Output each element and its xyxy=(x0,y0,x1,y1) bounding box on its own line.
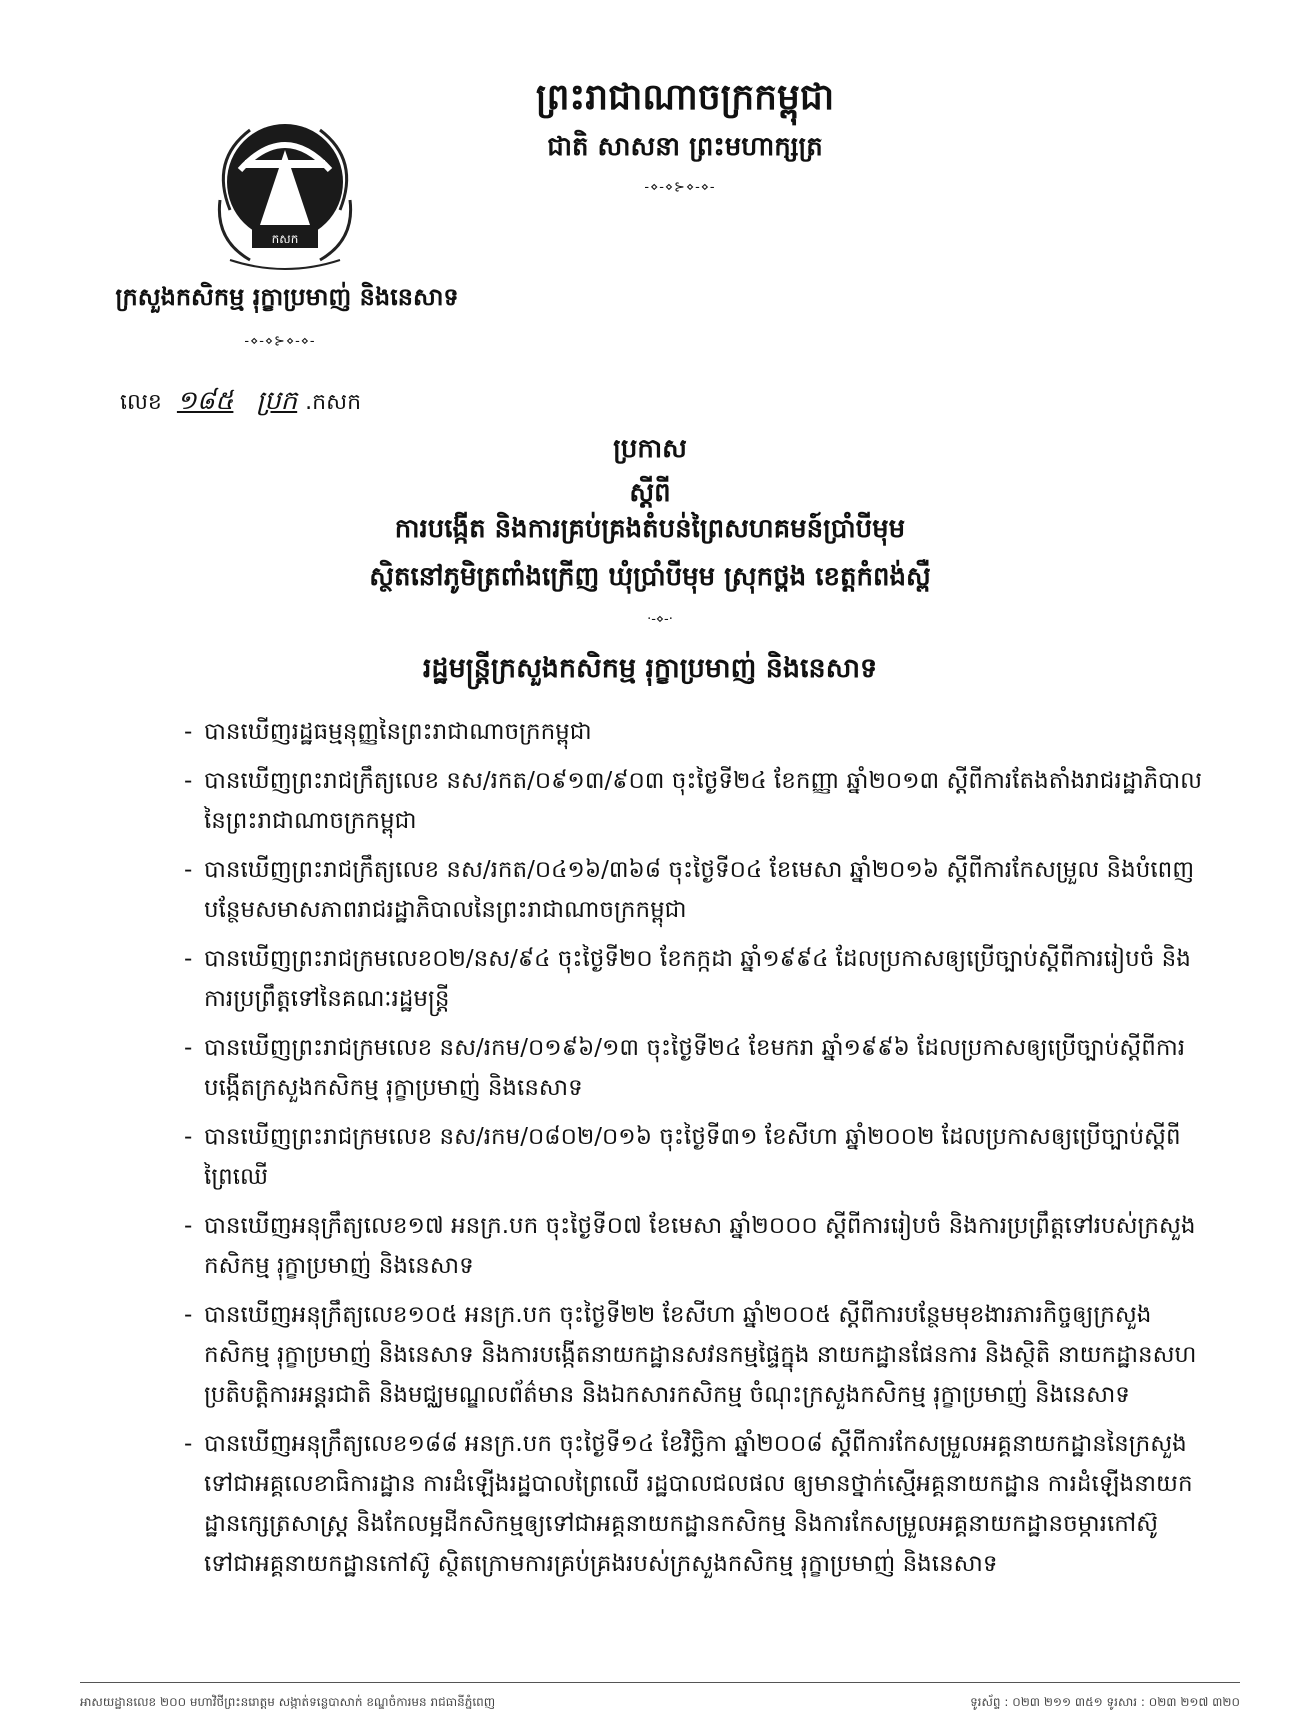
seal-text: កសក xyxy=(271,232,299,246)
consideration-item: - បានឃើញអនុក្រឹត្យលេខ១៨៨ អនក្រ.បក ចុះថ្ងៃទី១៤ ខែវិច្ឆិកា ឆ្នាំ២០០៨ ស្តីពីការកែសម្រួលអគ្គនាយកដ្ឋាននៃក្រសួងទៅជាអគ្គលេខាធិការដ្ឋាន ការដំឡើងរដ្ឋបាលព្រៃឈើ រដ្ឋបាលជលផល ឲ្យមានថ្នាក់ស្មើអគ្គនាយកដ្ឋាន ការដំឡើងនាយកដ្ឋានក្សេត្រសាស្ត្រ និងកែលម្អដីកសិកម្មឲ្យទៅជាអគ្គនាយកដ្ឋានកសិកម្ម និងការកែសម្រួលអគ្គនាយកដ្ឋានចម្ការកៅស៊ូទៅជាអគ្គនាយកដ្ឋានកៅស៊ូ ស្ថិតក្រោមការគ្រប់គ្រងរបស់ក្រសួងកសិកម្ម រុក្ខាប្រមាញ់ និងនេសាទ xyxy=(184,1424,1204,1584)
kingdom-heading: ព្រះរាជាណាចក្រកម្ពុជា xyxy=(535,77,835,118)
consideration-item: - បានឃើញព្រះរាជក្រមលេខ នស/រកម/០១៩៦/១៣ ចុះថ្ងៃទី២៤ ខែមករា ឆ្នាំ១៩៩៦ ដែលប្រកាសឲ្យប្រើច្បាប់ស្តីពីការបង្កើតក្រសួងកសិកម្ម រុក្ខាប្រមាញ់ និងនេសាទ xyxy=(184,1028,1204,1108)
reference-number xyxy=(120,384,361,422)
ministry-seal-emblem xyxy=(190,100,380,280)
reference-label: លេខ xyxy=(120,390,162,415)
title-separator: ·-⋄-· xyxy=(647,612,673,627)
consideration-item: - បានឃើញអនុក្រឹត្យលេខ១៧ អនក្រ.បក ចុះថ្ងៃទី០៧ ខែមេសា ឆ្នាំ២០០០ ស្តីពីការរៀបចំ និងការប្រព្រឹត្តទៅរបស់ក្រសួងកសិកម្ម រុក្ខាប្រមាញ់ និងនេសាទ xyxy=(184,1206,1204,1286)
considerations-list xyxy=(184,712,1204,1593)
footer-address: អាសយដ្ឋានលេខ ២០០ មហាវិថីព្រះនរោត្តម សង្កាត់ទន្លេបាសាក់ ខណ្ឌចំការមន រាជធានីភ្នំពេញ xyxy=(80,1695,496,1709)
subject-line-2: ស្ថិតនៅភូមិត្រពាំងក្រើញ ឃុំប្រាំបីមុម ស្រុកថ្ពង ខេត្តកំពង់ស្ពឺ xyxy=(369,562,931,592)
consideration-item: - បានឃើញព្រះរាជក្រមលេខ នស/រកម/០៨០២/០១៦ ចុះថ្ងៃទី៣១ ខែសីហា ឆ្នាំ២០០២ ដែលប្រកាសឲ្យប្រើច្បាប់ស្តីពីព្រៃឈើ xyxy=(184,1117,1204,1197)
consideration-item: - បានឃើញរដ្ឋធម្មនុញ្ញនៃព្រះរាជាណាចក្រកម្ពុជា xyxy=(184,712,1204,752)
ornament-divider: -⋄-⋄⊱⋄-⋄- xyxy=(644,180,716,195)
reference-handwritten-suffix: ប្រក xyxy=(256,386,298,416)
ministry-name: ក្រសួងកសិកម្ម រុក្ខាប្រមាញ់ និងនេសាទ xyxy=(115,283,459,311)
consideration-item: - បានឃើញអនុក្រឹត្យលេខ១០៥ អនក្រ.បក ចុះថ្ងៃទី២២ ខែសីហា ឆ្នាំ២០០៥ ស្តីពីការបន្ថែមមុខងារភារកិច្ចឲ្យក្រសួងកសិកម្ម រុក្ខាប្រមាញ់ និងនេសាទ និងការបង្កើតនាយកដ្ឋានសវនកម្មផ្ទៃក្នុង នាយកដ្ឋានផែនការ និងស្ថិតិ នាយកដ្ឋានសហប្រតិបត្តិការអន្តរជាតិ និងមជ្ឈមណ្ឌលព័ត៌មាន និងឯកសារកសិកម្ម ចំណុះក្រសួងកសិកម្ម រុក្ខាប្រមាញ់ និងនេសាទ xyxy=(184,1295,1204,1415)
minister-heading: រដ្ឋមន្ត្រីក្រសួងកសិកម្ម រុក្ខាប្រមាញ់ និងនេសាទ xyxy=(422,653,878,684)
national-motto: ជាតិ សាសនា ព្រះមហាក្សត្រ xyxy=(547,132,823,162)
footer-contact: ទូរស័ព្ទ : ០២៣ ២១១ ៣៥១ ទូរសារ : ០២៣ ២១៧ ៣២០ xyxy=(970,1695,1240,1709)
consideration-item: - បានឃើញព្រះរាជក្រឹត្យលេខ នស/រកត/០៩១៣/៩០៣ ចុះថ្ងៃទី២៤ ខែកញ្ញា ឆ្នាំ២០១៣ ស្តីពីការតែងតាំងរាជរដ្ឋាភិបាលនៃព្រះរាជាណាចក្រកម្ពុជា xyxy=(184,761,1204,841)
footer-divider xyxy=(80,1682,1240,1683)
about-label: ស្តីពី xyxy=(629,478,671,508)
reference-handwritten-number: ១៨៥ xyxy=(176,386,234,416)
reference-suffix: .កសក xyxy=(305,390,362,415)
consideration-item: - បានឃើញព្រះរាជក្រមលេខ០២/នស/៩៤ ចុះថ្ងៃទី២០ ខែកក្កដា ឆ្នាំ១៩៩៤ ដែលប្រកាសឲ្យប្រើច្បាប់ស្តីពីការរៀបចំ និងការប្រព្រឹត្តទៅនៃគណៈរដ្ឋមន្ត្រី xyxy=(184,939,1204,1019)
subject-line-1: ការបង្កើត និងការគ្រប់គ្រងតំបន់ព្រៃសហគមន៍ប្រាំបីមុម xyxy=(394,514,906,544)
document-type: ប្រកាស xyxy=(613,434,687,464)
ornament-divider: -⋄-⋄⊱⋄-⋄- xyxy=(244,334,316,349)
consideration-item: - បានឃើញព្រះរាជក្រឹត្យលេខ នស/រកត/០៤១៦/៣៦៨ ចុះថ្ងៃទី០៤ ខែមេសា ឆ្នាំ២០១៦ ស្តីពីការកែសម្រួល និងបំពេញបន្ថែមសមាសភាពរាជរដ្ឋាភិបាលនៃព្រះរាជាណាចក្រកម្ពុជា xyxy=(184,850,1204,930)
